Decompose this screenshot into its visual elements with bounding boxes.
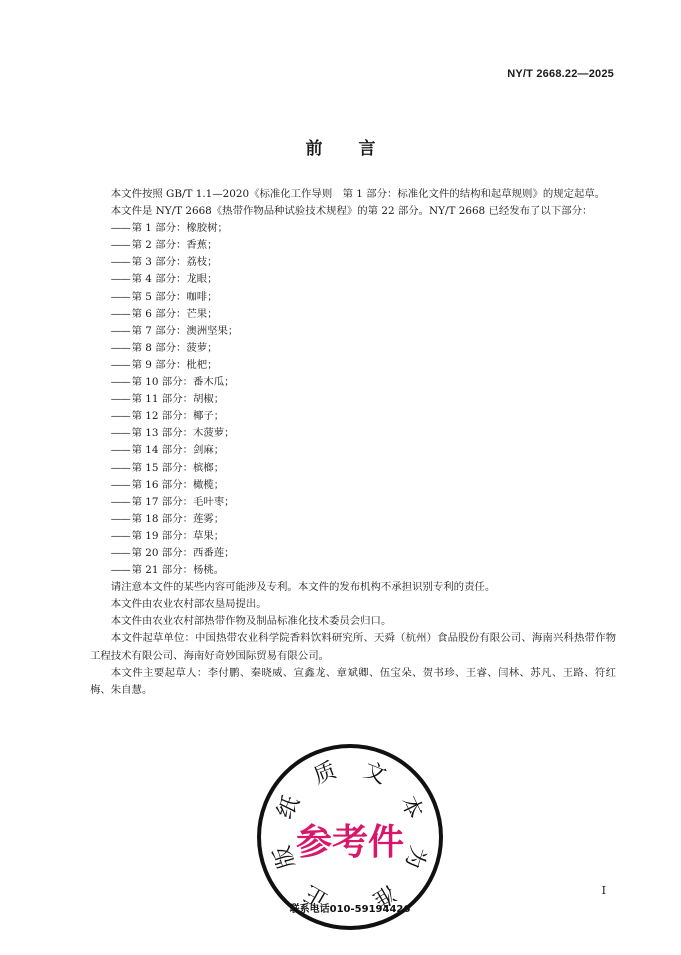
list-dash: —— xyxy=(110,358,130,371)
list-dash: —— xyxy=(110,427,130,440)
list-dash: —— xyxy=(110,307,130,320)
parts-list-text: 第 1 部分：橡胶树； xyxy=(131,222,228,235)
list-dash: —— xyxy=(110,376,130,389)
parts-list-text: 第 2 部分：香蕉； xyxy=(131,239,218,252)
parts-list-item xyxy=(90,494,616,511)
parts-list-text: 第 20 部分：西番莲； xyxy=(131,546,235,559)
parts-list-item xyxy=(90,442,616,459)
parts-list-item xyxy=(90,220,616,237)
parts-list-item xyxy=(90,306,616,323)
parts-list-text: 第 9 部分：枇杷； xyxy=(131,358,218,371)
list-dash: —— xyxy=(110,273,130,286)
parts-list-item xyxy=(90,271,616,288)
parts-list-item xyxy=(90,374,616,391)
parts-list-text: 第 18 部分：莲雾； xyxy=(131,512,225,525)
paragraph: 本文件主要起草人：李付鹏、秦晓威、宣鑫龙、章斌卿、伍宝朵、贺书珍、王睿、闫林、苏凡、王路、符红梅、朱自慧。 xyxy=(90,666,616,696)
parts-list-item xyxy=(90,477,616,494)
parts-list-item xyxy=(90,357,616,374)
list-dash: —— xyxy=(110,290,130,303)
list-dash: —— xyxy=(110,222,130,235)
title-char: 言 xyxy=(358,139,376,159)
list-dash: —— xyxy=(110,495,130,508)
list-dash: —— xyxy=(110,478,130,491)
parts-list-item xyxy=(90,408,616,425)
parts-list-item xyxy=(90,254,616,271)
paragraph: 本文件起草单位：中国热带农业科学院香料饮料研究所、天舜（杭州）食品股份有限公司、海南兴科热带作物工程技术有限公司、海南好奇妙国际贸易有限公司。 xyxy=(90,632,616,662)
stamp-center-text: 参考件 xyxy=(295,822,405,863)
parts-list-text: 第 10 部分：番木瓜； xyxy=(131,376,235,389)
parts-list-text: 第 21 部分：杨桃。 xyxy=(131,564,225,577)
paragraph: 本文件由农业农村部农垦局提出。 xyxy=(110,598,267,611)
list-dash: —— xyxy=(110,512,130,525)
list-dash: —— xyxy=(110,256,130,269)
page-title xyxy=(0,134,681,159)
parts-list-text: 第 3 部分：荔枝； xyxy=(131,256,218,269)
parts-list-text: 第 13 部分：木菠萝； xyxy=(131,427,235,440)
paragraph: 请注意本文件的某些内容可能涉及专利。本文件的发布机构不承担识别专利的责任。 xyxy=(110,581,496,594)
list-dash: —— xyxy=(110,444,130,457)
list-dash: —— xyxy=(110,529,130,542)
parts-list-text: 第 16 部分：橄榄； xyxy=(131,478,225,491)
list-dash: —— xyxy=(110,461,130,474)
list-dash: —— xyxy=(110,564,130,577)
reference-stamp xyxy=(255,742,445,932)
parts-list-text: 第 17 部分：毛叶枣； xyxy=(131,495,235,508)
title-char: 前 xyxy=(305,139,323,159)
parts-list-text: 第 11 部分：胡椒； xyxy=(131,393,225,406)
parts-list-item xyxy=(90,340,616,357)
paragraph: 本文件由农业农村部热带作物及制品标准化技术委员会归口。 xyxy=(110,615,392,628)
parts-list-text: 第 12 部分：椰子； xyxy=(131,410,225,423)
document-body xyxy=(90,186,616,699)
stamp-arc-char: 正 xyxy=(300,879,332,913)
stamp-arc-char: 准 xyxy=(368,879,400,913)
parts-list-item xyxy=(90,237,616,254)
parts-list-item xyxy=(90,528,616,545)
parts-list-item xyxy=(90,562,616,579)
parts-list-text: 第 15 部分：槟榔； xyxy=(131,461,225,474)
parts-list-text: 第 8 部分：菠萝； xyxy=(131,341,218,354)
parts-list-text: 第 4 部分：龙眼； xyxy=(131,273,218,286)
paragraph: 本文件按照 GB/T 1.1—2020《标准化工作导则 第 1 部分：标准化文件的结构和起草规则》的规定起草。 xyxy=(110,188,606,200)
stamp-arc-char: 文 xyxy=(360,758,390,790)
parts-list-item xyxy=(90,425,616,442)
stamp-arc-char: 纸 xyxy=(272,792,305,823)
list-dash: —— xyxy=(110,341,130,354)
parts-list-item xyxy=(90,511,616,528)
parts-list-item xyxy=(90,460,616,477)
parts-list-text: 第 5 部分：咖啡； xyxy=(131,290,218,303)
page-number: I xyxy=(601,884,606,897)
parts-list xyxy=(90,220,616,579)
list-dash: —— xyxy=(110,546,130,559)
paragraph: 本文件是 NY/T 2668《热带作物品种试验技术规程》的第 22 部分。NY/T 2668 已经发布了以下部分： xyxy=(110,205,593,218)
list-dash: —— xyxy=(110,410,130,423)
list-dash: —— xyxy=(110,239,130,252)
list-dash: —— xyxy=(110,324,130,337)
parts-list-item xyxy=(90,545,616,562)
stamp-phone-text: 联系电话010-59194426 xyxy=(289,904,411,915)
parts-list-item xyxy=(90,323,616,340)
stamp-arc-char: 版 xyxy=(269,842,301,872)
stamp-arc-char: 质 xyxy=(310,758,340,790)
parts-list-item xyxy=(90,289,616,306)
parts-list-text: 第 19 部分：草果； xyxy=(131,529,225,542)
stamp-arc-char: 为 xyxy=(399,842,431,872)
standard-code: NY/T 2668.22—2025 xyxy=(507,68,614,80)
parts-list-text: 第 14 部分：剑麻； xyxy=(131,444,225,457)
stamp-arc-char: 本 xyxy=(395,792,428,823)
parts-list-item xyxy=(90,391,616,408)
parts-list-text: 第 6 部分：芒果； xyxy=(131,307,218,320)
parts-list-text: 第 7 部分：澳洲坚果； xyxy=(131,324,239,337)
list-dash: —— xyxy=(110,393,130,406)
